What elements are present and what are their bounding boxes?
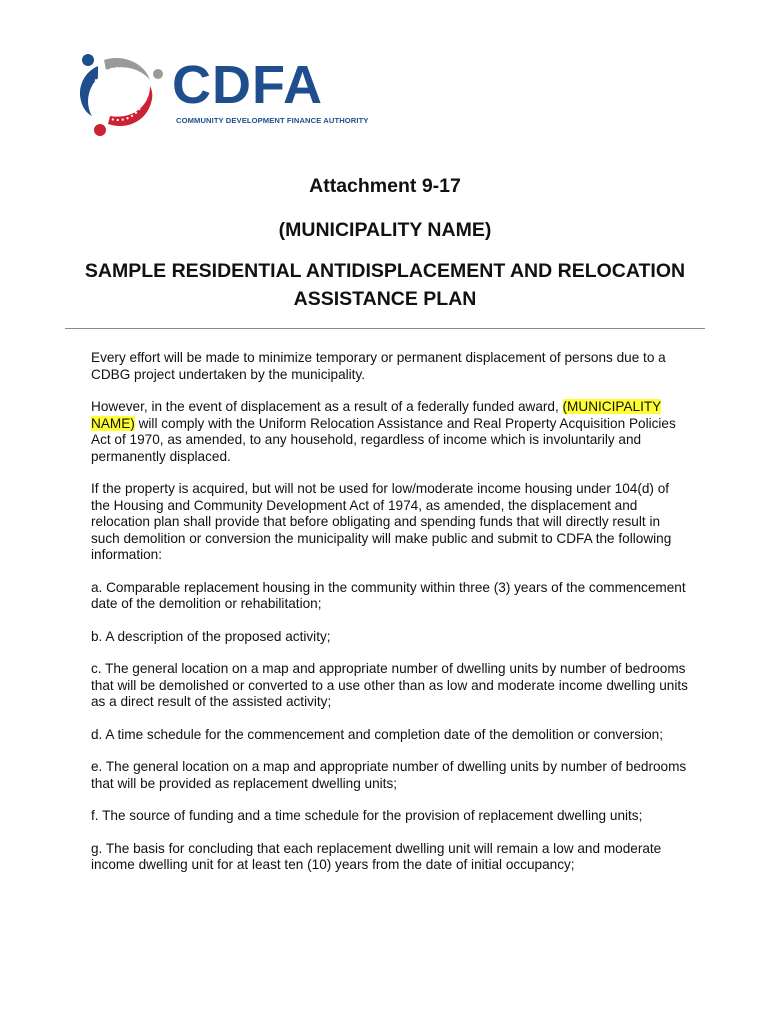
divider-rule <box>65 328 705 329</box>
cdfa-logo-mark-icon <box>70 50 170 142</box>
document-body <box>91 350 691 890</box>
paragraph-acquisition: If the property is acquired, but will not be used for low/moderate income housing under 104(d) of the Housing and Community Development Act of 1974, as amended, the displacement and relocation plan shall provide that before obligating and spending funds that will directly result in such demolition or conversion the municipality will make public and submit to CDFA the following information: <box>91 481 672 562</box>
cdfa-logo <box>70 50 370 142</box>
list-item-e: e. The general location on a map and appropriate number of dwelling units by number of bedrooms that will be provided as replacement dwelling units; <box>91 759 687 791</box>
paragraph-intro: Every effort will be made to minimize temporary or permanent displacement of persons due to a CDBG project undertaken by the municipality. <box>91 350 666 382</box>
list-item-g: g. The basis for concluding that each replacement dwelling unit will remain a low and moderate income dwelling unit for at least ten (10) years from the date of initial occupancy; <box>91 840 662 872</box>
paragraph-text: However, in the event of displacement as a result of a federally funded award, <box>91 399 563 414</box>
logo-wordmark: CDFA <box>172 55 323 115</box>
list-item-d: d. A time schedule for the commencement and completion date of the demolition or conversion; <box>91 726 664 742</box>
paragraph-displacement <box>91 399 691 465</box>
logo-subtitle: COMMUNITY DEVELOPMENT FINANCE AUTHORITY <box>176 116 369 125</box>
municipality-name-highlight: (MUNICIPALITY NAME) <box>91 399 662 431</box>
list-item-f: f. The source of funding and a time schedule for the provision of replacement dwelling units; <box>91 808 643 823</box>
list-item-c: c. The general location on a map and appropriate number of dwelling units by number of bedrooms that will be demolished or converted to a use other than as low and moderate income dwelling units as a direct result of the assisted activity; <box>91 661 688 709</box>
municipality-heading: (MUNICIPALITY NAME) <box>278 219 492 241</box>
document-title: SAMPLE RESIDENTIAL ANTIDISPLACEMENT AND RELOCATION ASSISTANCE PLAN <box>84 260 686 310</box>
paragraph-text: will comply with the Uniform Relocation Assistance and Real Property Acquisition Policies Act of 1970, as amended, to any household, regardless of income which is involuntarily and permanently displaced. <box>91 415 676 464</box>
list-item-a: a. Comparable replacement housing in the community within three (3) years of the commencement date of the demolition or rehabilitation; <box>91 579 686 611</box>
list-item-b: b. A description of the proposed activity; <box>91 628 331 644</box>
attachment-heading: Attachment 9-17 <box>309 175 461 197</box>
